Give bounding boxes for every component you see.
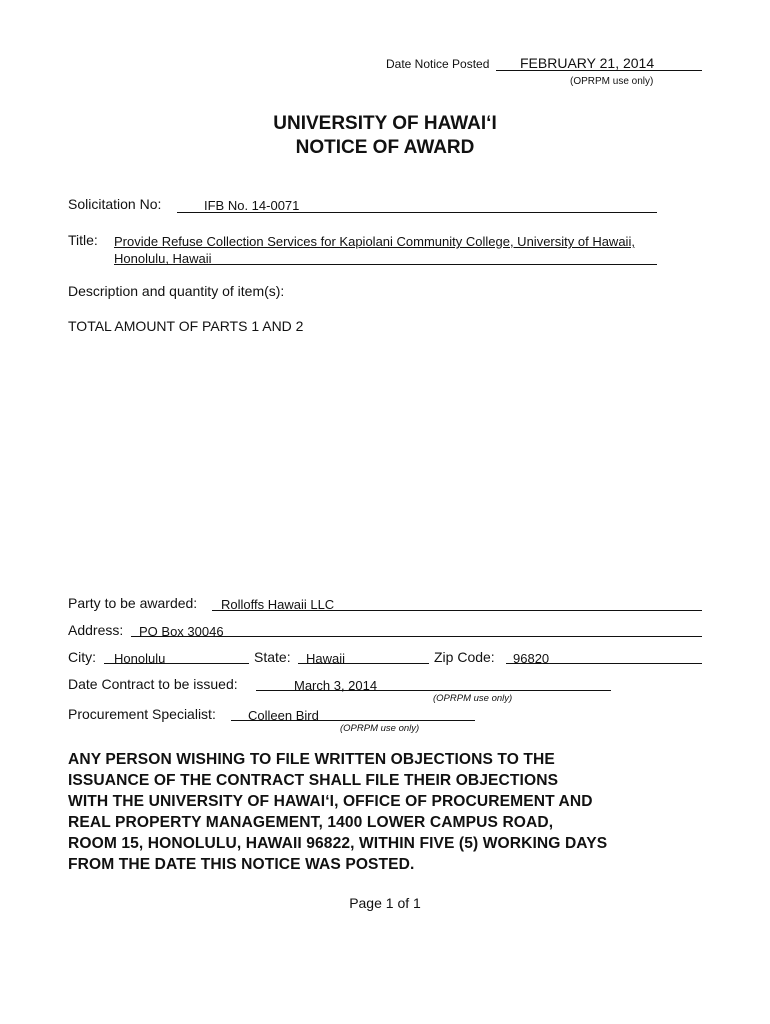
- description-label: Description and quantity of item(s):: [68, 283, 285, 299]
- address-rule: [131, 636, 702, 637]
- specialist-rule: [231, 720, 475, 721]
- university-title: UNIVERSITY OF HAWAI‘I: [273, 113, 497, 134]
- city-value: Honolulu: [114, 651, 166, 666]
- solicitation-rule: [177, 212, 657, 213]
- oprpm-note-header: (OPRPM use only): [570, 76, 654, 87]
- page-number: Page 1 of 1: [349, 895, 421, 911]
- contract-date-label: Date Contract to be issued:: [68, 676, 238, 692]
- specialist-label: Procurement Specialist:: [68, 706, 216, 722]
- objection-line-4: REAL PROPERTY MANAGEMENT, 1400 LOWER CAMPUS ROAD,: [68, 814, 554, 831]
- zip-label: Zip Code:: [434, 649, 495, 665]
- notice-of-award-title: NOTICE OF AWARD: [295, 137, 475, 158]
- objection-line-3: WITH THE UNIVERSITY OF HAWAI‘I, OFFICE OF PROCUREMENT AND: [68, 793, 593, 810]
- zip-value: 96820: [513, 651, 550, 666]
- specialist-value: Colleen Bird: [248, 708, 319, 723]
- contract-date-rule: [256, 690, 611, 691]
- project-title-line1: Provide Refuse Collection Services for Kapiolani Community College, University of Hawaii,: [114, 234, 635, 249]
- party-rule: [212, 610, 702, 611]
- solicitation-label: Solicitation No:: [68, 196, 162, 212]
- party-value: Rolloffs Hawaii LLC: [221, 597, 335, 612]
- project-title-rule: [114, 264, 657, 265]
- party-label: Party to be awarded:: [68, 595, 198, 611]
- specialist-note: (OPRPM use only): [340, 723, 420, 734]
- state-value: Hawaii: [306, 651, 346, 666]
- date-posted-label: Date Notice Posted: [386, 57, 490, 71]
- objection-line-1: ANY PERSON WISHING TO FILE WRITTEN OBJECTIONS TO THE: [68, 751, 555, 768]
- address-value: PO Box 30046: [139, 624, 224, 639]
- date-posted-value: FEBRUARY 21, 2014: [520, 55, 655, 71]
- objection-line-2: ISSUANCE OF THE CONTRACT SHALL FILE THEIR OBJECTIONS: [68, 772, 559, 789]
- objection-line-6: FROM THE DATE THIS NOTICE WAS POSTED.: [68, 856, 415, 873]
- objection-notice: [68, 751, 607, 877]
- date-posted-rule: [496, 70, 702, 71]
- solicitation-value: IFB No. 14-0071: [204, 198, 300, 213]
- city-label: City:: [68, 649, 96, 665]
- project-title-label: Title:: [68, 232, 98, 248]
- contract-date-value: March 3, 2014: [294, 678, 378, 693]
- zip-rule: [506, 663, 702, 664]
- project-title-line2: Honolulu, Hawaii: [114, 251, 212, 266]
- objection-line-5: ROOM 15, HONOLULU, HAWAII 96822, WITHIN FIVE (5) WORKING DAYS: [68, 835, 608, 852]
- state-label: State:: [254, 649, 291, 665]
- address-label: Address:: [68, 622, 124, 638]
- contract-date-note: (OPRPM use only): [433, 693, 513, 704]
- city-rule: [104, 663, 249, 664]
- description-value: TOTAL AMOUNT OF PARTS 1 AND 2: [68, 318, 304, 334]
- state-rule: [298, 663, 429, 664]
